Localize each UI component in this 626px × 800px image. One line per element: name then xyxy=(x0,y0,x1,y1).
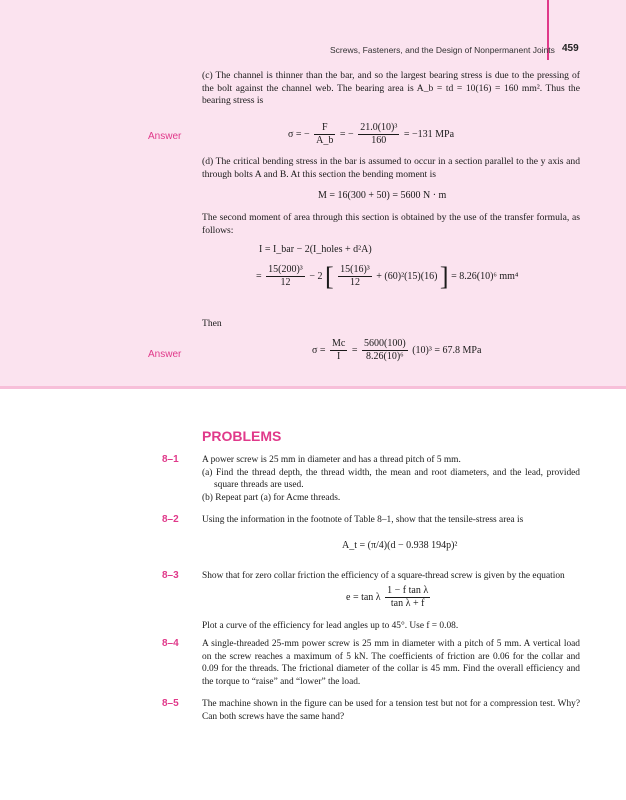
eq-I-result: = 8.26(10)⁶ mm⁴ xyxy=(451,270,519,282)
eq-e-lhs: e = tan λ xyxy=(346,591,381,603)
band-divider xyxy=(0,386,626,389)
problem-8-1-part-b: (b) Repeat part (a) for Acme threads. xyxy=(202,492,341,503)
eq-e-den: tan λ + f xyxy=(390,598,425,609)
eq-c-mid: = − xyxy=(339,128,354,140)
eq-d-lhs: σ = xyxy=(312,344,326,356)
eq-c-frac1 xyxy=(314,122,335,147)
equation-moment: M = 16(300 + 50) = 5600 N · m xyxy=(318,190,447,201)
problem-number-8-1: 8–1 xyxy=(162,454,179,465)
eq-d-equals: = xyxy=(351,344,358,356)
problem-8-1-line: A power screw is 25 mm in diameter and has a thread pitch of 5 mm. xyxy=(202,455,461,465)
problems-heading: PROBLEMS xyxy=(202,428,282,444)
part-d-text: (d) The critical bending stress in the bar is assumed to occur in a section parallel to the y axis and through bolts A and B. At this section the bending moment is xyxy=(202,156,580,180)
equation-I-line2 xyxy=(256,261,519,291)
eq-d-frac2 xyxy=(362,338,408,363)
eq-I-equals: = xyxy=(256,270,262,282)
eq-I-term1-num: 15(200)³ xyxy=(268,264,303,275)
eq-I-term2-den: 12 xyxy=(349,277,360,288)
eq-c-frac1-num: F xyxy=(314,122,335,135)
equation-efficiency xyxy=(346,585,432,610)
eq-I-term2 xyxy=(338,264,372,289)
eq-d-frac1 xyxy=(330,338,347,363)
eq-c-frac2-num: 21.0(10)³ xyxy=(360,122,398,133)
part-c-paragraph xyxy=(202,70,580,108)
eq-d-frac1-num: Mc xyxy=(332,338,346,349)
problem-8-1-part-a: (a) Find the thread depth, the thread width, the mean and root diameters, and the lead, provided square threads are used. xyxy=(202,467,580,490)
second-moment-paragraph xyxy=(202,212,580,237)
eq-e-frac xyxy=(385,585,430,610)
problem-number-8-4: 8–4 xyxy=(162,638,179,649)
eq-I-minus: − 2 xyxy=(309,270,323,282)
eq-c-lhs: σ = − xyxy=(288,128,310,140)
problem-number-8-2: 8–2 xyxy=(162,514,179,525)
eq-d-frac1-den: I xyxy=(337,351,341,362)
eq-d-frac2-num: 5600(100) xyxy=(364,338,406,349)
part-c-text: (c) The channel is thinner than the bar, and so the largest bearing stress is due to the pressing of the bolt against the channel web. The bearing area is A_b = td = 10(16) = 160 mm². Thus the bearing stress is xyxy=(202,70,580,106)
eq-I-term2-num: 15(16)³ xyxy=(340,264,370,275)
eq-e-num: 1 − f tan λ xyxy=(387,585,429,596)
second-moment-text: The second moment of area through this section is obtained by the use of the transfer formula, as follows: xyxy=(202,212,580,236)
equation-tensile-area: A_t = (π/4)(d − 0.938 194p)² xyxy=(342,540,458,551)
part-d-paragraph xyxy=(202,156,580,181)
then-label: Then xyxy=(202,318,222,329)
equation-sigma-d xyxy=(312,338,481,363)
eq-I-term1-den: 12 xyxy=(280,277,291,288)
eq-I-term2-rest: + (60)²(15)(16) xyxy=(376,270,438,282)
problem-number-8-3: 8–3 xyxy=(162,570,179,581)
eq-c-frac2-den: 160 xyxy=(371,135,387,146)
problem-8-3-after: Plot a curve of the efficiency for lead angles up to 45°. Use f = 0.08. xyxy=(202,621,459,631)
left-bracket-icon: [ xyxy=(324,261,334,291)
equation-I-line1: I = I_bar − 2(I_holes + d²A) xyxy=(259,244,372,255)
answer-label-d: Answer xyxy=(148,349,182,360)
equation-sigma-c xyxy=(288,122,454,147)
problem-8-5: The machine shown in the figure can be used for a tension test but not for a compression test. Why? Can both screws have the same hand? xyxy=(202,699,580,722)
problem-8-1 xyxy=(202,454,580,504)
eq-c-frac2 xyxy=(358,122,399,147)
answer-label-c: Answer xyxy=(148,131,182,142)
eq-c-frac1-den: A_b xyxy=(316,135,334,146)
problem-number-8-5: 8–5 xyxy=(162,698,179,709)
right-bracket-icon: ] xyxy=(439,261,449,291)
eq-I-term1 xyxy=(266,264,305,289)
problem-8-4: A single-threaded 25-mm power screw is 25 mm in diameter with a pitch of 5 mm. A vertical load on the screw reaches a maximum of 5 kN. The coefficients of friction are 0.06 for the collar and 0.09 for the threads. The frictional diameter of the collar is 45 mm. Find the overall efficiency and the torque to “raise” and “lower” the load. xyxy=(202,639,580,687)
problem-8-3: Show that for zero collar friction the efficiency of a square-thread screw is given by the equation xyxy=(202,571,565,581)
eq-d-result: (10)³ = 67.8 MPa xyxy=(412,344,482,356)
running-title: Screws, Fasteners, and the Design of Nonpermanent Joints xyxy=(330,45,555,55)
page-number: 459 xyxy=(562,43,579,54)
eq-d-frac2-den: 8.26(10)⁶ xyxy=(366,351,404,362)
problem-8-2: Using the information in the footnote of Table 8–1, show that the tensile-stress area is xyxy=(202,515,524,525)
eq-c-result: = −131 MPa xyxy=(403,128,455,140)
